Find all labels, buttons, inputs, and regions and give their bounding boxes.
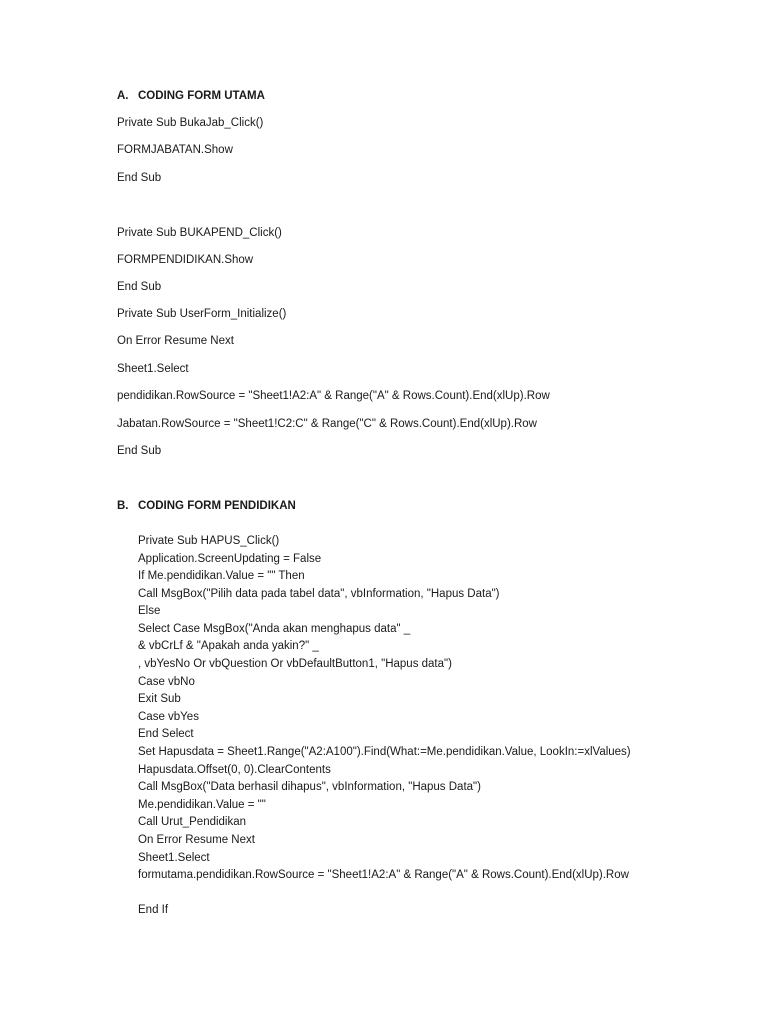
code-line: pendidikan.RowSource = "Sheet1!A2:A" & Range("A" & Rows.Count).End(xlUp).Row: [117, 390, 550, 402]
code-line: & vbCrLf & "Apakah anda yakin?" _: [138, 640, 319, 652]
code-line: Private Sub HAPUS_Click(): [138, 535, 280, 547]
code-line: Case vbYes: [138, 711, 199, 723]
code-line: Call MsgBox("Pilih data pada tabel data", vbInformation, "Hapus Data"): [138, 588, 500, 600]
code-line: Set Hapusdata = Sheet1.Range("A2:A100").Find(What:=Me.pendidikan.Value, LookIn:=xlValues): [138, 746, 631, 758]
section-b-title: CODING FORM PENDIDIKAN: [138, 500, 296, 512]
code-line: Case vbNo: [138, 676, 195, 688]
code-line: End If: [138, 904, 169, 916]
code-line: FORMJABATAN.Show: [117, 144, 233, 156]
code-line: Select Case MsgBox("Anda akan menghapus data" _: [138, 623, 411, 635]
code-line: Else: [138, 605, 161, 617]
code-line: , vbYesNo Or vbQuestion Or vbDefaultButton1, "Hapus data"): [138, 658, 452, 670]
code-line: On Error Resume Next: [117, 335, 234, 347]
section-a-title: CODING FORM UTAMA: [138, 90, 265, 102]
section-b-heading: [117, 499, 296, 513]
code-line: Jabatan.RowSource = "Sheet1!C2:C" & Range("C" & Rows.Count).End(xlUp).Row: [117, 418, 537, 430]
code-line: Call Urut_Pendidikan: [138, 816, 247, 828]
code-line: Sheet1.Select: [117, 363, 189, 375]
section-b-letter: B.: [117, 500, 129, 512]
code-line: Hapusdata.Offset(0, 0).ClearContents: [138, 764, 331, 776]
code-line: Call MsgBox("Data berhasil dihapus", vbInformation, "Hapus Data"): [138, 781, 481, 793]
section-a-letter: A.: [117, 90, 129, 102]
code-line: Private Sub UserForm_Initialize(): [117, 308, 287, 320]
code-line: On Error Resume Next: [138, 834, 255, 846]
code-line: FORMPENDIDIKAN.Show: [117, 254, 254, 266]
code-line: Sheet1.Select: [138, 852, 210, 864]
code-line: Me.pendidikan.Value = "": [138, 799, 266, 811]
code-line: End Sub: [117, 281, 162, 293]
code-line: Private Sub BUKAPEND_Click(): [117, 227, 282, 239]
code-line: Application.ScreenUpdating = False: [138, 553, 322, 565]
section-a-heading: [117, 89, 265, 103]
code-line: End Sub: [117, 445, 162, 457]
code-line: End Sub: [117, 172, 162, 184]
code-line: Private Sub BukaJab_Click(): [117, 117, 264, 129]
code-line: formutama.pendidikan.RowSource = "Sheet1!A2:A" & Range("A" & Rows.Count).End(xlUp).Row: [138, 869, 629, 881]
code-line: End Select: [138, 728, 194, 740]
code-line: Exit Sub: [138, 693, 181, 705]
code-line: If Me.pendidikan.Value = "" Then: [138, 570, 305, 582]
